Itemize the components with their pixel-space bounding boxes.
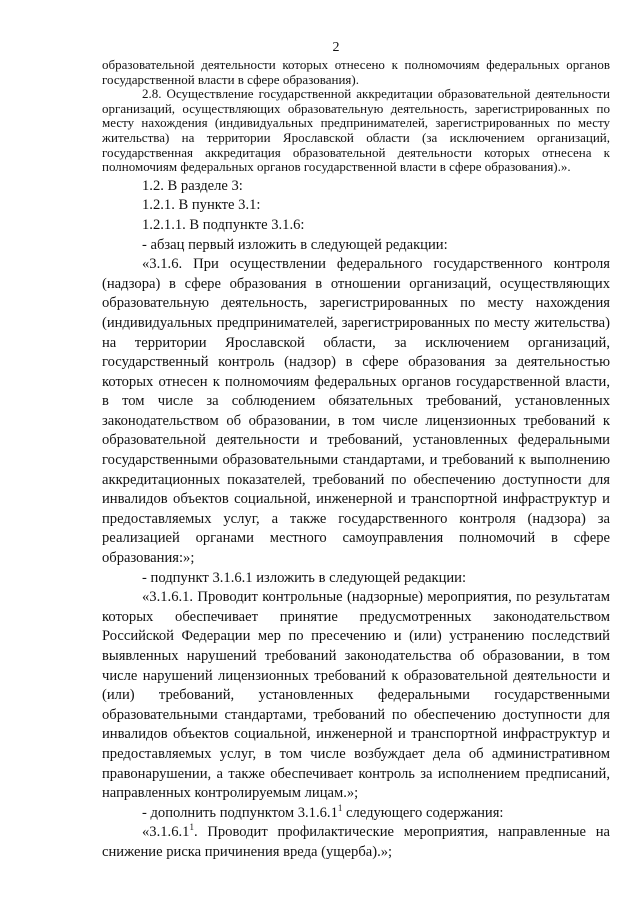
paragraph-3-1-6-text: «3.1.6. При осуществлении федерального государственного контроля (надзора) в сфере образования в отношении организаций, осуществляющих образовательную деятельность, зарегистрированных по месту нахождения (индивидуальных предпринимателей, зарегистрированных по месту жительства) на территории Ярославской области, за исключением организаций, государственный контроль (надзор) в сфере образования за деятельностью которых отнесен к полномочиям федеральных органов государственной власти, в том числе за соблюдением обязательных требований, установленных законодательством об образовании, в том числе лицензионных требований к образовательной деятельности и требований, установленных федеральными государственными образовательными стандартами, и требований к выполнению аккредитационных показателей, требований по обеспечению доступности для инвалидов объектов социальной, инженерной и транспортной инфраструктур и предоставляемых услуг, а также государственного контроля (надзора) за реализацией органами местного самоуправления полномочий в сфере образования:»;: [102, 256, 610, 567]
paragraph-continuation: образовательной деятельности которых отнесено к полномочиям федеральных органов государственной власти в сфере образования).: [102, 57, 610, 87]
page-number: 2: [332, 40, 340, 55]
last-para-open: «3.1.6.1: [142, 824, 190, 841]
last-para-rest: . Проводит профилактические мероприятия, направленные на снижение риска причинения вреда (ущерба).»;: [102, 824, 610, 860]
paragraph-3-1-6-1-text: «3.1.6.1. Проводит контрольные (надзорные) мероприятия, по результатам которых обеспечивает принятие предусмотренных законодательством Российской Федерации мер по пресечению и (или) устранению последствий выявленных нарушений требований законодательства об образовании, в том числе нарушений лицензионных требований к образовательной деятельности и (или) требований, установленных федеральными государственными образовательными стандартами, требований по обеспечению доступности для инвалидов объектов социальной, инженерной и транспортной инфраструктур и предоставляемых услуг, в том числе возбуждает дела об административном правонарушении, а также обеспечивает контроль за исполнением предписаний, направленных контролируемым лицам.»;: [102, 589, 610, 802]
paragraph-add-subpoint: [102, 804, 610, 824]
paragraph-subpoint-3-1-6-1: - подпункт 3.1.6.1 изложить в следующей редакции:: [142, 569, 467, 586]
paragraph-section-3: 1.2. В разделе 3:: [142, 177, 243, 194]
paragraph-3-1-6-1-1-text: [102, 823, 610, 862]
add-line-before: - дополнить подпунктом 3.1.6.1: [142, 804, 338, 821]
paragraph-subpoint-3-1-6: 1.2.1.1. В подпункте 3.1.6:: [142, 216, 305, 233]
add-line-after: следующего содержания:: [342, 804, 504, 821]
add-line-superscript: 1: [337, 802, 343, 813]
paragraph-first-abzac: - абзац первый изложить в следующей редакции:: [142, 236, 448, 253]
paragraph-point-3-1: 1.2.1. В пункте 3.1:: [142, 197, 261, 214]
last-para-superscript: 1: [189, 822, 194, 833]
paragraph-2-8: 2.8. Осуществление государственной аккредитации образовательной деятельности организаций, осуществляющих образовательную деятельность, зарегистрированных по месту нахождения (индивидуальных предпринимателей, зарегистрированных по месту жительства) на территории Ярославской области (за исключением организаций, государственная аккредитация образовательной деятельности которых отнесена к полномочиям федеральных органов государственной власти в сфере образования).».: [102, 86, 610, 175]
